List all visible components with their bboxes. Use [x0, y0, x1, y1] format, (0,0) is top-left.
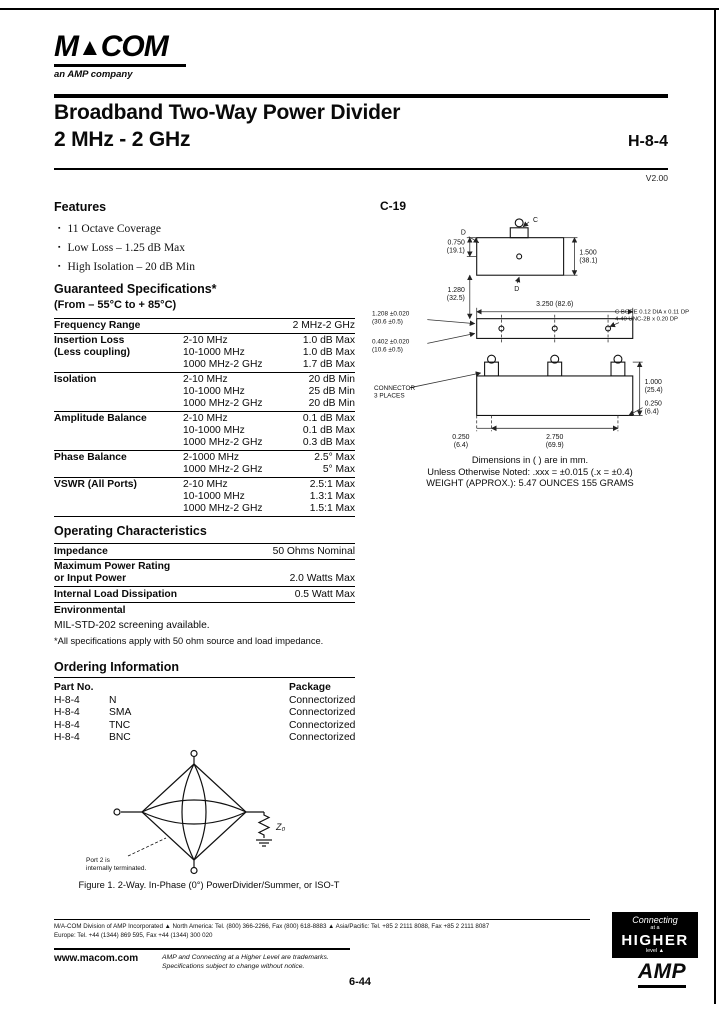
spec-value: 20 dB Min	[308, 398, 355, 409]
macom-logo	[54, 32, 186, 80]
spec-row-phase-balance	[54, 451, 355, 478]
page-top-border	[0, 8, 719, 10]
features-list	[58, 219, 195, 276]
dim-0402: 0.402 ±0.020	[372, 338, 410, 346]
page-right-border	[714, 8, 716, 1004]
drawing-note-tolerance: Unless Otherwise Noted: .xxx = ±0.015 (.x = ±0.4)	[427, 466, 633, 477]
drawing-note-weight: WEIGHT (APPROX.): 5.47 OUNCES 155 GRAMS	[426, 478, 634, 488]
front-view	[477, 355, 633, 415]
dim-0250-right: 0.250	[644, 400, 662, 408]
specs-heading: Guaranteed Specifications*	[54, 282, 217, 296]
spec-condition: 10-1000 MHz	[183, 386, 245, 397]
package-cell: Connectorized	[289, 719, 356, 731]
feature-item: ▪ High Isolation – 20 dB Min	[58, 261, 195, 273]
amp-company-tagline: an AMP company	[54, 69, 133, 80]
badge-level-label: level ▲	[645, 947, 665, 954]
operating-row-load-dissipation	[54, 587, 355, 603]
operating-label: Maximum Power Rating	[54, 561, 171, 572]
badge-higher-label: HIGHER	[621, 931, 689, 949]
spec-condition: 1000 MHz-2 GHz	[183, 503, 263, 514]
spec-row-isolation	[54, 373, 355, 412]
spec-row-vswr	[54, 478, 355, 517]
spec-condition: 10-1000 MHz	[183, 491, 245, 502]
spec-value: 0.1 dB Max	[302, 425, 355, 436]
note-cbore-line2: 4-40 UNC-2B x 0.20 DP	[614, 316, 679, 323]
figure-schematic	[78, 748, 310, 880]
spec-value: 25 dB Min	[308, 386, 355, 397]
termination-resistor	[259, 812, 269, 838]
macom-logo-text	[54, 32, 186, 63]
page-number: 6-44	[348, 976, 372, 988]
note-connector-line1: CONNECTOR	[373, 384, 416, 392]
footer-contact-line2: Europe: Tel. +44 (1344) 869 595, Fax +44 (1344) 300 020	[54, 932, 213, 939]
trademark-note: AMP and Connecting at a Higher Level are trademarks.	[162, 954, 329, 961]
spec-condition: 2-10 MHz	[183, 479, 228, 490]
logo-underline	[54, 64, 186, 67]
version-label: V2.00	[645, 173, 668, 183]
port-terminal-bottom	[191, 868, 197, 874]
part-suffix-cell: N	[109, 694, 117, 706]
spec-value: 2 MHz-2 GHz	[292, 320, 355, 331]
page-title-line1: Broadband Two-Way Power Divider	[54, 101, 401, 124]
spec-row-frequency-range	[54, 319, 355, 334]
guaranteed-specs-table	[54, 318, 355, 517]
website-rule	[54, 948, 350, 950]
dim-1500-mm: (38.1)	[579, 257, 598, 265]
operating-value: 0.5 Watt Max	[294, 589, 355, 600]
figure-note-line1: Port 2 is	[86, 857, 110, 864]
note-cbore-line1: C BORE 0.12 DIA x 0.11 DP	[614, 309, 690, 316]
dim-1280: 1.280	[447, 287, 465, 294]
specs-footnote: *All specifications apply with 50 ohm source and load impedance.	[54, 636, 324, 646]
operating-label: Environmental	[54, 605, 126, 616]
part-suffix-cell: BNC	[109, 732, 131, 743]
figure-caption: Figure 1. 2-Way. In-Phase (0°) PowerDivider/Summer, or ISO-T	[78, 880, 340, 890]
dim-0402-mm: (10.6 ±0.5)	[372, 346, 403, 354]
spec-value: 1.7 dB Max	[302, 359, 355, 370]
ordering-col-package: Package	[289, 682, 331, 693]
feature-item: ▪ Low Loss – 1.25 dB Max	[58, 242, 186, 254]
dim-1208-mm: (30.6 ±0.5)	[372, 318, 403, 326]
amp-logo: AMP	[638, 960, 686, 988]
package-cell: Connectorized	[289, 707, 356, 718]
ordering-row	[54, 732, 355, 745]
figure-note-line2: internally terminated.	[86, 865, 147, 872]
z0-impedance-label: Z₀	[276, 822, 286, 832]
spec-value: 0.1 dB Max	[302, 413, 355, 424]
dim-0750: 0.750	[447, 239, 465, 247]
package-cell: Connectorized	[289, 732, 356, 743]
dim-0250-left-mm: (6.4)	[453, 442, 469, 450]
part-number-cell: H-8-4	[54, 707, 80, 718]
dim-label-d1: D	[460, 229, 466, 237]
spec-condition: 2-10 MHz	[183, 374, 228, 385]
part-number-cell: H-8-4	[54, 732, 80, 743]
square-bullet-icon: ▪	[58, 224, 61, 232]
spec-param-sublabel: (Less coupling)	[54, 347, 131, 358]
spec-value: 1.5:1 Max	[309, 503, 355, 514]
logo-letters-com: COM	[100, 30, 168, 63]
logo-triangle-icon: ▲	[78, 34, 101, 61]
drawing-note-units: Dimensions in ( ) are in mm.	[471, 455, 589, 465]
spec-value: 5° Max	[322, 464, 355, 475]
spec-condition: 10-1000 MHz	[183, 347, 245, 358]
spec-row-amplitude-balance	[54, 412, 355, 451]
ordering-header-row	[54, 682, 355, 695]
spec-row-insertion-loss	[54, 334, 355, 373]
top-view	[477, 216, 564, 275]
operating-heading: Operating Characteristics	[54, 524, 207, 538]
operating-value: 50 Ohms Nominal	[272, 546, 355, 557]
specs-temp-range: (From – 55°C to + 85°C)	[54, 299, 177, 311]
square-bullet-icon: ▪	[58, 243, 61, 251]
operating-row-max-power	[54, 560, 355, 587]
drawing-notes	[380, 455, 680, 490]
spec-condition: 10-1000 MHz	[183, 425, 245, 436]
part-suffix-cell: SMA	[109, 707, 132, 718]
operating-row-environmental	[54, 603, 355, 618]
spec-param-label: Phase Balance	[54, 452, 127, 463]
operating-label-line2: or Input Power	[54, 573, 127, 584]
dim-1500: 1.500	[579, 249, 597, 257]
footer-contact-line1: M/A-COM Division of AMP Incorporated ▲ North America: Tel. (800) 366-2266, Fax (800) 618-8883 ▲ Asia/Pacific: Tel. +85 2 2111 8088, Fax +85 2 2111 8087	[54, 923, 490, 930]
spec-value: 20 dB Min	[308, 374, 355, 385]
note-connector-line2: 3 PLACES	[373, 392, 405, 400]
dim-2750: 2.750	[546, 434, 564, 442]
logo-letter-m: M	[54, 30, 78, 63]
spec-value: 2.5° Max	[314, 452, 355, 463]
dim-3250: 3.250 (82.6)	[536, 300, 574, 308]
ordering-col-part: Part No.	[54, 682, 94, 693]
dim-1000-mm: (25.4)	[644, 386, 663, 394]
spec-condition: 1000 MHz-2 GHz	[183, 359, 263, 370]
footer-rule	[54, 919, 590, 920]
features-heading: Features	[54, 200, 107, 214]
port-terminal-top	[191, 751, 197, 757]
website-link: www.macom.com	[54, 953, 139, 964]
connecting-higher-level-badge	[612, 912, 698, 958]
spec-value: 1.0 dB Max	[302, 335, 355, 346]
hybrid-diamond-outline	[142, 764, 246, 860]
feature-item: ▪ 11 Octave Coverage	[58, 223, 161, 235]
dim-2750-mm: (69.9)	[545, 442, 564, 450]
operating-value: 2.0 Watts Max	[289, 573, 355, 584]
badge-at-a-label: at a	[650, 925, 660, 931]
header-thin-rule	[54, 168, 668, 170]
spec-condition: 1000 MHz-2 GHz	[183, 398, 263, 409]
dim-0750-mm: (19.1)	[446, 247, 465, 255]
spec-param-label: Frequency Range	[54, 320, 141, 331]
ordering-row	[54, 720, 355, 733]
page-title-line2: 2 MHz - 2 GHz	[54, 128, 191, 151]
dim-1280-mm: (32.5)	[446, 294, 465, 302]
header-thick-rule	[54, 94, 668, 98]
ordering-row	[54, 707, 355, 720]
dim-label-d2: D	[514, 286, 520, 294]
ordering-heading: Ordering Information	[54, 660, 355, 678]
disclaimer-note: Specifications subject to change without notice.	[162, 963, 305, 970]
spec-condition: 1000 MHz-2 GHz	[183, 437, 263, 448]
spec-condition: 2-10 MHz	[183, 335, 228, 346]
spec-param-label: Amplitude Balance	[54, 413, 147, 424]
operating-table	[54, 543, 355, 633]
spec-condition: 2-10 MHz	[183, 413, 228, 424]
dim-1208: 1.208 ±0.020	[372, 310, 410, 318]
dim-label-c: C	[533, 216, 538, 224]
spec-param-label: Isolation	[54, 374, 97, 385]
dim-1000: 1.000	[644, 378, 662, 386]
operating-row-impedance	[54, 544, 355, 560]
package-cell: Connectorized	[289, 694, 356, 706]
spec-value: 1.3:1 Max	[309, 491, 355, 502]
spec-param-label: Insertion Loss	[54, 335, 125, 346]
outline-drawing	[370, 212, 696, 452]
spec-param-label: VSWR (All Ports)	[54, 479, 137, 490]
operating-value: MIL-STD-202 screening available.	[54, 620, 210, 631]
dim-0250-left: 0.250	[452, 434, 470, 442]
ordering-table	[54, 682, 355, 745]
spec-condition: 1000 MHz-2 GHz	[183, 464, 263, 475]
operating-label: Internal Load Dissipation	[54, 589, 178, 600]
spec-value: 1.0 dB Max	[302, 347, 355, 358]
square-bullet-icon: ▪	[58, 262, 61, 270]
part-number-cell: H-8-4	[54, 694, 80, 706]
spec-value: 0.3 dB Max	[302, 437, 355, 448]
part-suffix-cell: TNC	[109, 719, 131, 731]
ordering-row	[54, 695, 355, 708]
drawing-label: C-19	[380, 199, 407, 213]
spec-condition: 2-1000 MHz	[183, 452, 240, 463]
part-number: H-8-4	[627, 133, 668, 150]
operating-label: Impedance	[54, 546, 108, 557]
badge-connecting-label: Connecting	[632, 915, 678, 925]
port-terminal-left	[114, 809, 120, 815]
spec-value: 2.5:1 Max	[309, 479, 355, 490]
dim-0250-right-mm: (6.4)	[644, 408, 659, 416]
part-number-cell: H-8-4	[54, 719, 80, 731]
operating-row-mil-std	[54, 618, 355, 633]
